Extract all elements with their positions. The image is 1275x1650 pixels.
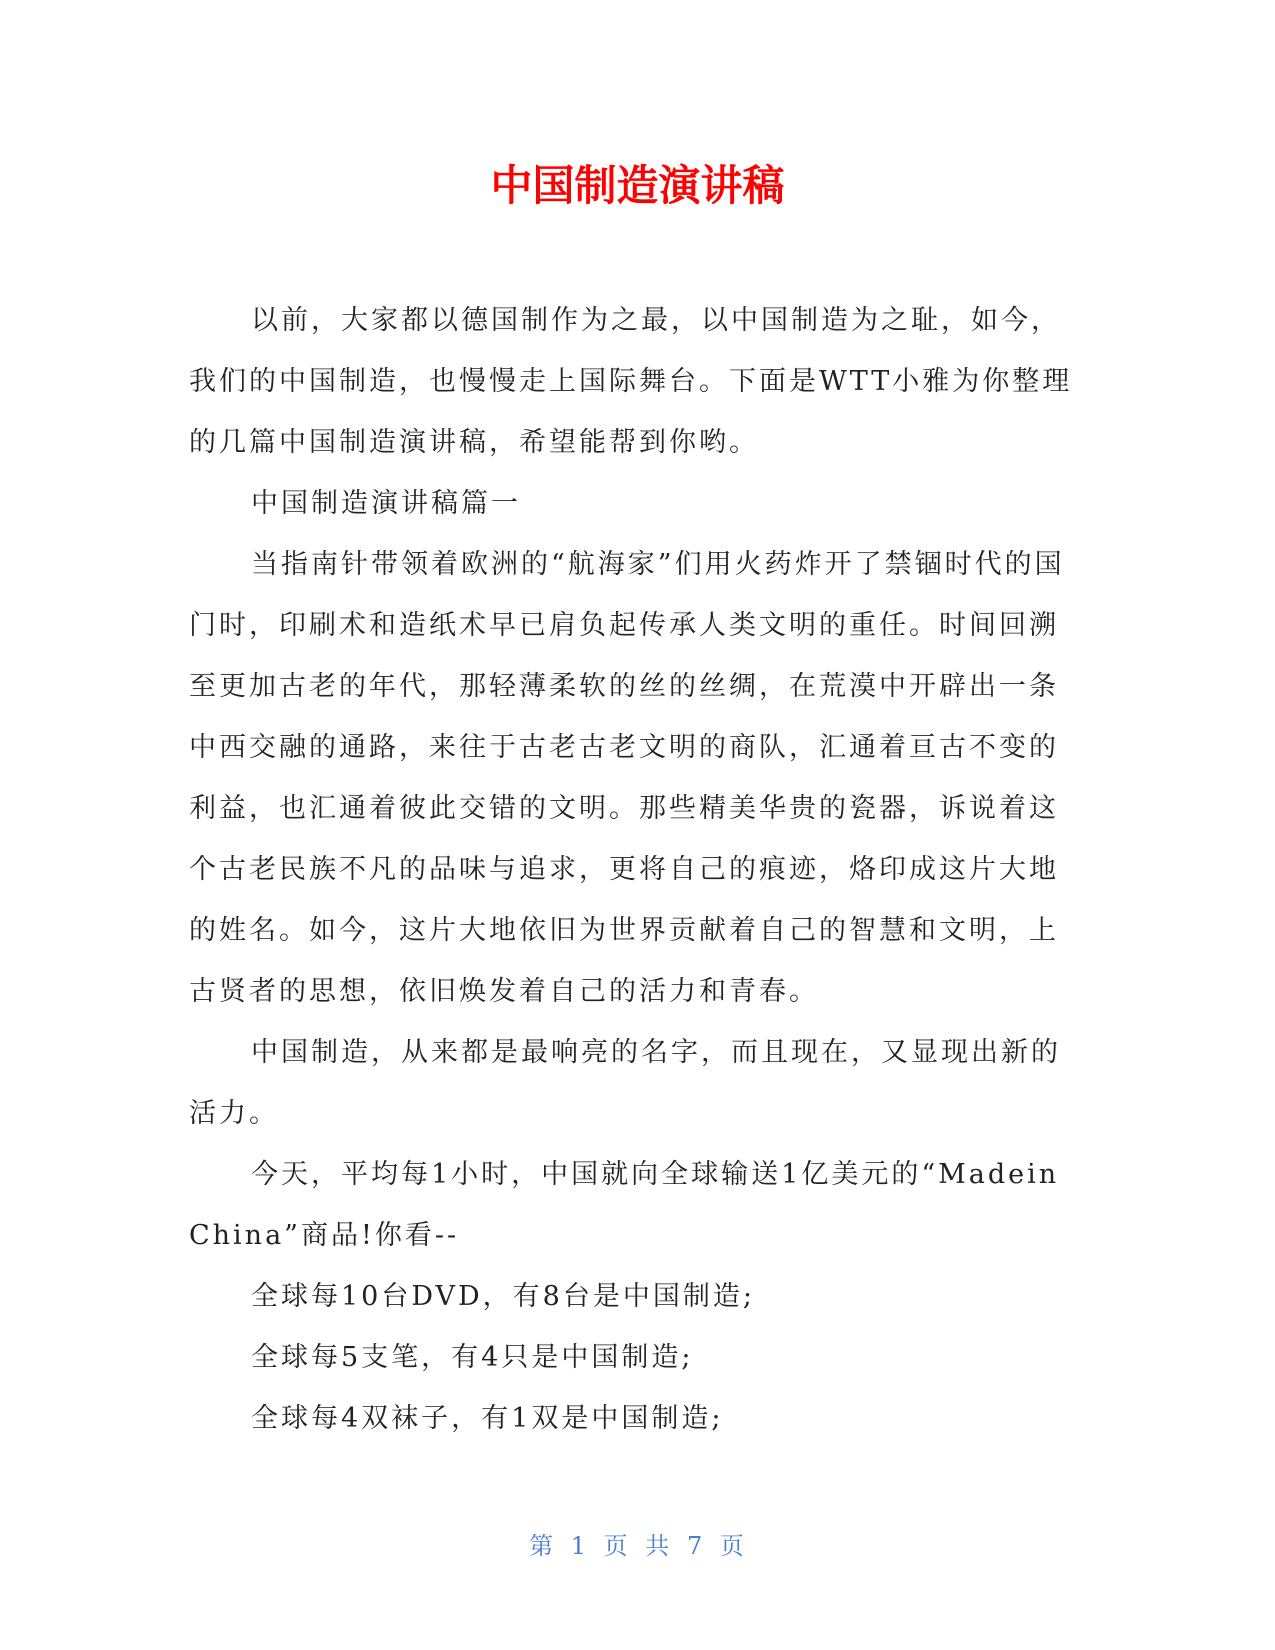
- paragraph-dvd-stat: 全球每10台DVD，有8台是中国制造;: [251, 1281, 755, 1312]
- paragraph-intro: 以前，大家都以德国制作为之最，以中国制造为之耻，如今，我们的中国制造，也慢慢走上国际舞台。下面是WTT小雅为你整理的几篇中国制造演讲稿，希望能帮到你哟。: [189, 305, 1073, 458]
- paragraph-pen-stat: 全球每5支笔，有4只是中国制造;: [251, 1342, 694, 1373]
- paragraph-made-in-china: 中国制造，从来都是最响亮的名字，而且现在，又显现出新的活力。: [189, 1037, 1061, 1129]
- paragraph-socks-stat: 全球每4双袜子，有1双是中国制造;: [251, 1403, 724, 1434]
- page-number-footer: 第 1 页 共 7 页: [529, 1532, 746, 1560]
- document-title: 中国制造演讲稿: [490, 161, 785, 210]
- paragraph-export-stat: 今天，平均每1小时，中国就向全球输送1亿美元的“MadeinChina”商品!你看--: [189, 1159, 1060, 1251]
- section-heading: 中国制造演讲稿篇一: [251, 488, 521, 519]
- paragraph-history: 当指南针带领着欧洲的“航海家”们用火药炸开了禁锢时代的国门时，印刷术和造纸术早已肩负起传承人类文明的重任。时间回溯至更加古老的年代，那轻薄柔软的丝的丝绸，在荒漠中开辟出一条中西交融的通路，来往于古老古老文明的商队，汇通着亘古不变的利益，也汇通着彼此交错的文明。那些精美华贵的瓷器，诉说着这个古老民族不凡的品味与追求，更将自己的痕迹，烙印成这片大地的姓名。如今，这片大地依旧为世界贡献着自己的智慧和文明，上古贤者的思想，依旧焕发着自己的活力和青春。: [189, 549, 1065, 1007]
- document-body: [189, 290, 1079, 1449]
